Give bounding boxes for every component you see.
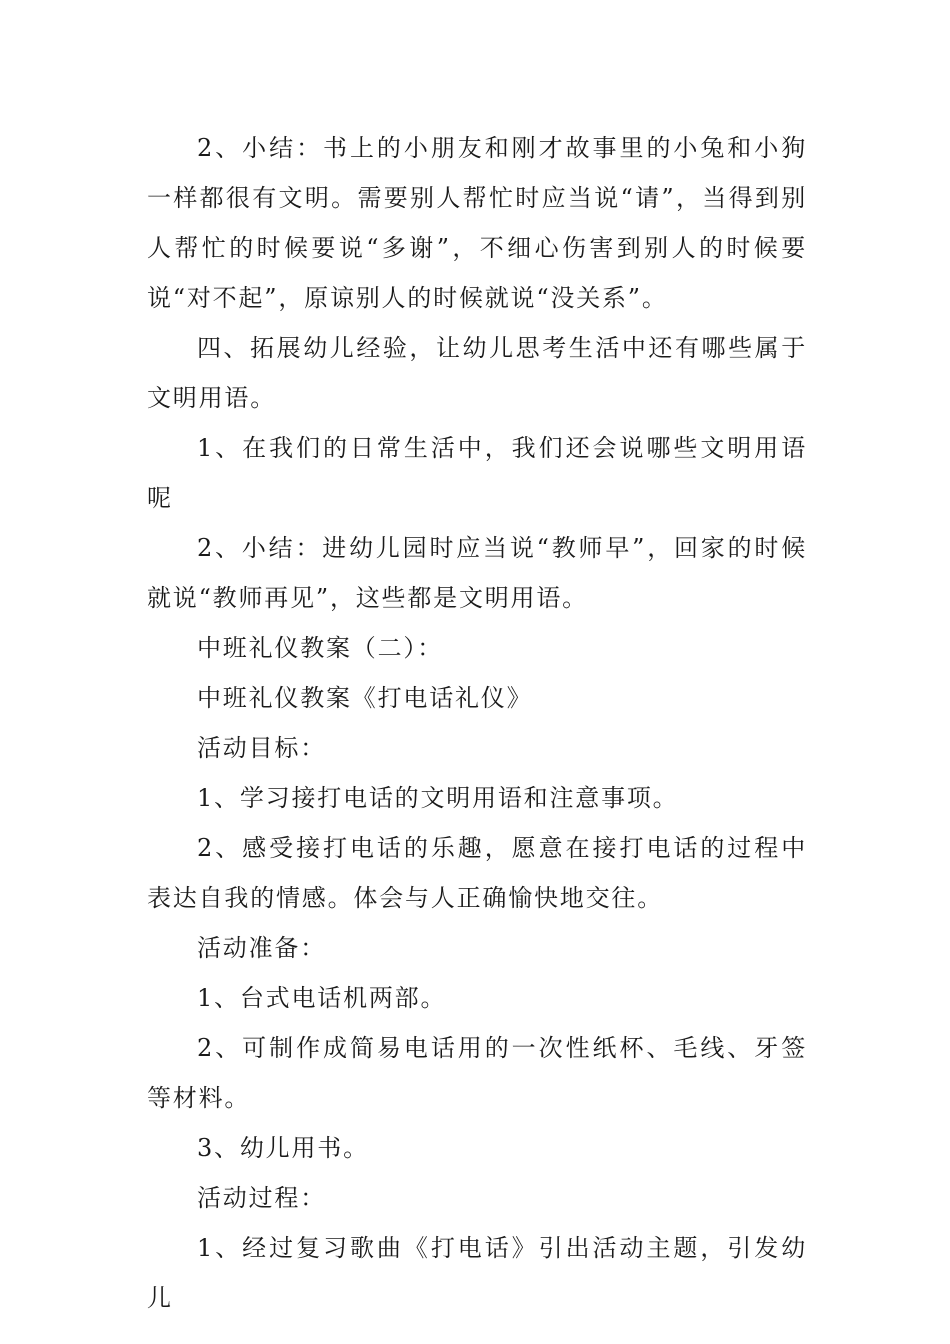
goal-item-2: 2、感受接打电话的乐趣，愿意在接打电话的过程中表达自我的情感。体会与人正确愉快地交往。	[147, 834, 807, 912]
goal-item-1: 1、学习接打电话的文明用语和注意事项。	[197, 784, 679, 812]
paragraph-summary-greetings: 2、小结：进幼儿园时应当说“教师早”，回家的时候就说“教师再见”，这些都是文明用语。	[147, 534, 807, 612]
heading-activity-goals: 活动目标：	[197, 734, 326, 762]
heading-activity-preparation: 活动准备：	[197, 934, 326, 962]
process-item-1: 1、经过复习歌曲《打电话》引出活动主题，引发幼儿	[147, 1234, 807, 1312]
paragraph-step-four: 四、拓展幼儿经验，让幼儿思考生活中还有哪些属于文明用语。	[147, 334, 807, 412]
preparation-item-1: 1、台式电话机两部。	[197, 984, 447, 1012]
lesson-title: 中班礼仪教案《打电话礼仪》	[197, 684, 533, 712]
heading-activity-process: 活动过程：	[197, 1184, 326, 1212]
preparation-item-2: 2、可制作成简易电话用的一次性纸杯、毛线、牙签等材料。	[147, 1034, 807, 1112]
document-body	[147, 123, 807, 1323]
paragraph-summary-civility: 2、小结：书上的小朋友和刚才故事里的小兔和小狗一样都很有文明。需要别人帮忙时应当说“请”，当得到别人帮忙的时候要说“多谢”，不细心伤害到别人的时候要说“对不起”，原谅别人的时候就说“没关系”。	[147, 134, 807, 312]
preparation-item-3: 3、幼儿用书。	[197, 1134, 369, 1162]
paragraph-question: 1、在我们的日常生活中，我们还会说哪些文明用语呢	[147, 434, 807, 512]
section-heading-lesson-two: 中班礼仪教案（二）：	[197, 634, 443, 662]
